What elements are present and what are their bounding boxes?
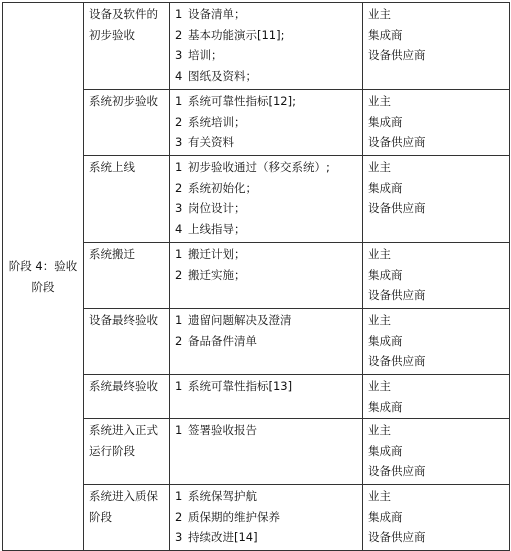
task-item — [175, 527, 357, 548]
party-item: 业主 — [368, 247, 391, 261]
task-item — [175, 91, 357, 112]
task-number: 1 — [175, 247, 183, 261]
party-item: 设备供应商 — [368, 201, 426, 215]
task-text: 系统可靠性指标[13] — [188, 379, 293, 393]
task-text: 系统保驾护航 — [188, 489, 257, 503]
table-body — [3, 3, 510, 551]
parties-cell — [363, 156, 510, 243]
step-name-cell: 系统上线 — [84, 156, 170, 243]
party-item: 业主 — [368, 489, 391, 503]
step-name-cell: 系统初步验收 — [84, 90, 170, 156]
task-text: 搬迁计划； — [188, 247, 246, 261]
task-item — [175, 157, 357, 178]
task-number: 3 — [175, 48, 183, 62]
task-item — [175, 376, 357, 397]
task-item — [175, 486, 357, 507]
task-item — [175, 112, 357, 133]
task-text: 上线指导； — [188, 221, 246, 236]
step-name-cell: 系统进入正式运行阶段 — [84, 419, 170, 485]
task-item — [175, 45, 357, 66]
parties-cell — [363, 419, 510, 485]
task-text: 基本功能演示[11]; — [188, 27, 285, 42]
party-item: 业主 — [368, 160, 391, 174]
party-item: 设备供应商 — [368, 135, 426, 149]
party-item: 集成商 — [368, 399, 403, 414]
step-name-cell: 系统最终验收 — [84, 375, 170, 419]
task-text: 持续改进[14] — [188, 530, 258, 544]
party-item: 设备供应商 — [368, 288, 426, 302]
party-item: 设备供应商 — [368, 530, 426, 544]
tasks-cell — [170, 375, 363, 419]
task-item — [175, 265, 357, 286]
party-item: 集成商 — [368, 27, 403, 42]
step-name-cell: 系统进入质保阶段 — [84, 485, 170, 551]
tasks-cell — [170, 3, 363, 90]
parties-cell — [363, 243, 510, 309]
task-number: 4 — [175, 68, 183, 83]
task-item — [175, 25, 357, 46]
tasks-cell — [170, 243, 363, 309]
party-item: 业主 — [368, 379, 391, 393]
task-text: 遗留问题解决及澄清 — [188, 313, 292, 327]
party-item: 集成商 — [368, 509, 403, 524]
task-text: 有关资料 — [188, 135, 234, 149]
task-item — [175, 219, 357, 240]
task-item — [175, 132, 357, 153]
parties-cell — [363, 90, 510, 156]
task-text: 设备清单； — [188, 7, 246, 21]
parties-cell — [363, 485, 510, 551]
task-item — [175, 198, 357, 219]
step-name-cell: 系统搬迁 — [84, 243, 170, 309]
acceptance-stage-table — [2, 2, 510, 551]
task-text: 备品备件清单 — [188, 333, 257, 348]
task-number: 2 — [175, 267, 183, 282]
task-number: 1 — [175, 313, 183, 327]
task-text: 签署验收报告 — [188, 423, 257, 437]
task-text: 培训； — [188, 48, 223, 62]
task-text: 搬迁实施； — [188, 267, 246, 282]
stage-cell: 阶段 4：验收阶段 — [3, 3, 84, 551]
task-item — [175, 507, 357, 528]
task-number: 2 — [175, 509, 183, 524]
task-number: 3 — [175, 135, 183, 149]
party-item: 集成商 — [368, 267, 403, 282]
task-number: 2 — [175, 27, 183, 42]
task-text: 系统可靠性指标[12]; — [188, 94, 296, 108]
task-item — [175, 331, 357, 352]
task-number: 4 — [175, 221, 183, 236]
party-item: 集成商 — [368, 180, 403, 195]
task-number: 1 — [175, 489, 183, 503]
party-item: 设备供应商 — [368, 48, 426, 62]
task-number: 1 — [175, 379, 183, 393]
task-item — [175, 66, 357, 87]
tasks-cell — [170, 90, 363, 156]
party-item: 集成商 — [368, 443, 403, 458]
task-text: 图纸及资料； — [188, 68, 257, 83]
party-item: 集成商 — [368, 114, 403, 129]
task-text: 初步验收通过（移交系统）; — [188, 160, 330, 174]
party-item: 集成商 — [368, 333, 403, 348]
party-item: 业主 — [368, 7, 391, 21]
task-number: 2 — [175, 180, 183, 195]
task-text: 系统培训； — [188, 114, 246, 129]
step-name-cell: 设备及软件的初步验收 — [84, 3, 170, 90]
task-number: 1 — [175, 160, 183, 174]
task-item — [175, 244, 357, 265]
task-number: 3 — [175, 530, 183, 544]
task-item — [175, 4, 357, 25]
parties-cell — [363, 309, 510, 375]
task-item — [175, 420, 357, 441]
party-item: 设备供应商 — [368, 354, 426, 368]
task-number: 2 — [175, 114, 183, 129]
tasks-cell — [170, 419, 363, 485]
party-item: 业主 — [368, 94, 391, 108]
step-name-cell: 设备最终验收 — [84, 309, 170, 375]
task-number: 3 — [175, 201, 183, 215]
task-number: 1 — [175, 7, 183, 21]
tasks-cell — [170, 485, 363, 551]
task-number: 1 — [175, 423, 183, 437]
task-number: 1 — [175, 94, 183, 108]
parties-cell — [363, 3, 510, 90]
party-item: 业主 — [368, 313, 391, 327]
task-item — [175, 310, 357, 331]
task-text: 质保期的维护保养 — [188, 509, 280, 524]
task-text: 系统初始化； — [188, 180, 257, 195]
party-item: 业主 — [368, 423, 391, 437]
tasks-cell — [170, 156, 363, 243]
tasks-cell — [170, 309, 363, 375]
parties-cell — [363, 375, 510, 419]
table-row — [3, 3, 510, 90]
party-item: 设备供应商 — [368, 464, 426, 478]
task-item — [175, 178, 357, 199]
task-text: 岗位设计； — [188, 201, 246, 215]
task-number: 2 — [175, 333, 183, 348]
